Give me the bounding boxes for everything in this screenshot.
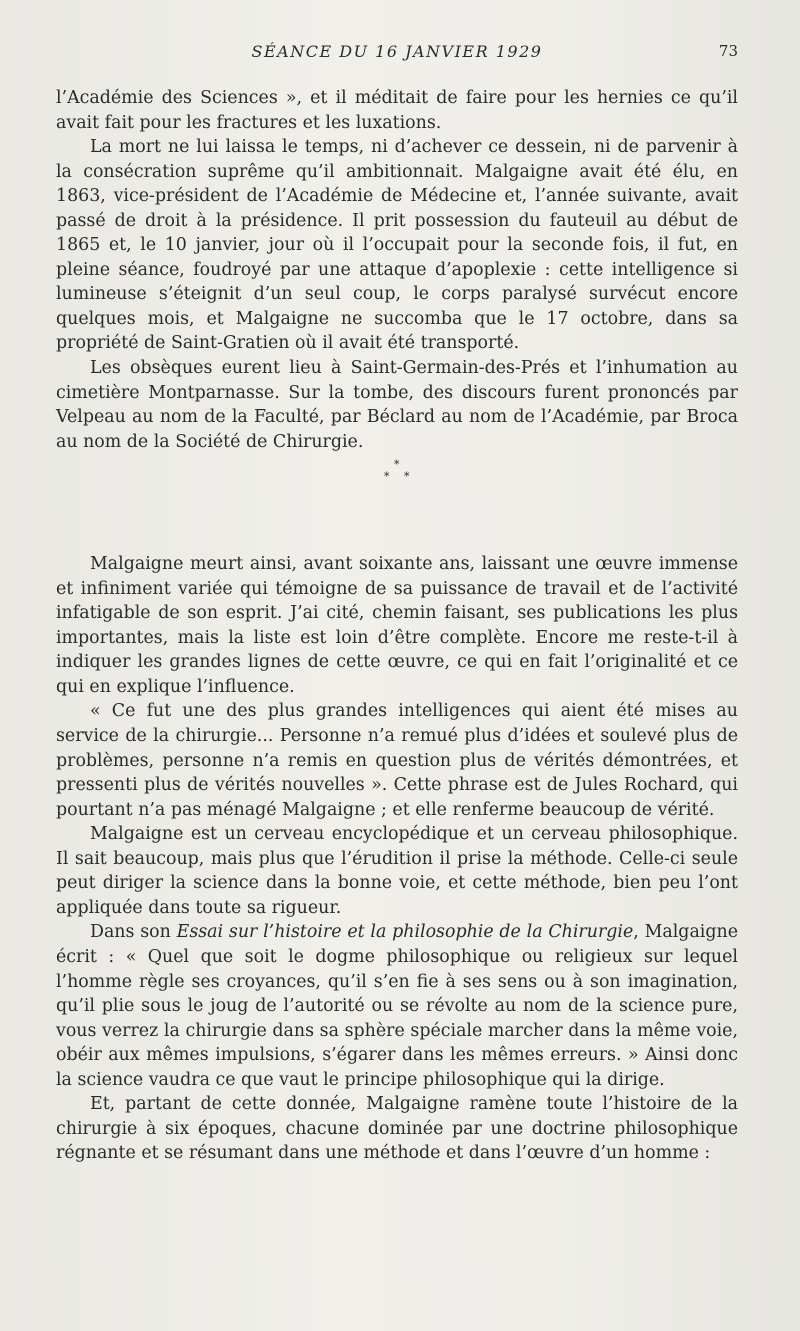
asterism-star: *	[404, 470, 410, 484]
page-header	[56, 42, 738, 66]
paragraph-funeral: Les obsèques eurent lieu à Saint-Germain-des-Prés et l’inhumation au cimetière Montparnasse. Sur la tombe, des discours furent prononcés par Velpeau au nom de la Faculté, par Béclard au nom de l’Académie, par Broca au nom de la Société de Chirurgie.	[56, 358, 738, 452]
asterism-star: *	[394, 458, 400, 472]
page-number: 73	[718, 42, 738, 60]
paragraph-method: Malgaigne est un cerveau encyclopédique et un cerveau philosophique. Il sait beaucoup, mais plus que l’érudition il prise la méthode. Celle-ci seule peut diriger la science dans la bonne voie, et cette méthode, bien peu l’ont appliquée dans toute sa rigueur.	[56, 824, 738, 918]
paragraph-death: La mort ne lui laissa le temps, ni d’achever ce dessein, ni de parvenir à la consécration suprême qu’il ambitionnait. Malgaigne avait été élu, en 1863, vice-président de l’Académie de Médecine et, l’année suivante, avait passé de droit à la présidence. Il prit possession du fauteuil au début de 1865 et, le 10 janvier, jour où il l’occupait pour la seconde fois, il fut, en pleine séance, foudroyé par une attaque d’apoplexie : cette intelligence si lumineuse s’éteignit d’un seul coup, le corps paralysé survécut encore quelques mois, et Malgaigne ne succomba que le 17 octobre, dans sa propriété de Saint-Gratien où il avait été transporté.	[56, 137, 738, 354]
paragraph-six-epochs: Et, partant de cette donnée, Malgaigne ramène toute l’histoire de la chirurgie à six époques, chacune dominée par une doctrine philosophique régnante et se résumant dans une méthode et dans l’œuvre d’un homme :	[56, 1094, 738, 1164]
essai-intro: Dans son	[90, 922, 177, 943]
essai-title: Essai sur l’histoire et la philosophie de la Chirurgie	[176, 922, 634, 943]
running-title: SÉANCE DU 16 JANVIER 1929	[251, 42, 543, 61]
asterism-star: *	[384, 470, 390, 484]
paragraph-rochard-quote: « Ce fut une des plus grandes intelligences qui aient été mises au service de la chirurgie... Personne n’a remué plus d’idées et soulevé plus de problèmes, personne n’a remis en question plus de vérités démontrées, et pressenti plus de vérités nouvelles ». Cette phrase est de Jules Rochard, qui pourtant n’a pas ménagé Malgaigne ; et elle renferme beaucoup de vérité.	[56, 701, 738, 820]
essai-quote: , Malgaigne écrit : « Quel que soit le dogme philosophique ou religieux sur lequel l’homme règle ses croyances, qu’il s’en fie à ses sens ou à son imagination, qu’il plie sous le joug de l’autorité ou se révolte au nom de la science pure, vous verrez la chirurgie dans sa sphère spéciale marcher dans la même voie, obéir aux mêmes impulsions, s’égarer dans les mêmes erreurs. » Ainsi donc la science vaudra ce que vaut le principe philosophique qui la dirige.	[56, 922, 738, 1090]
paragraph-essai	[56, 920, 738, 1092]
paragraph-continuation: l’Académie des Sciences », et il méditait de faire pour les hernies ce qu’il avait fait pour les fractures et les luxations.	[56, 88, 738, 133]
paragraph-legacy: Malgaigne meurt ainsi, avant soixante ans, laissant une œuvre immense et infiniment variée qui témoigne de sa puissance de travail et de l’activité infatigable de son esprit. J’ai cité, chemin faisant, ses publications les plus importantes, mais la liste est loin d’être complète. Encore me reste-t-il à indiquer les grandes lignes de cette œuvre, ce qui en fait l’originalité et ce qui en explique l’influence.	[56, 554, 738, 697]
body-text	[56, 86, 738, 1166]
section-asterism	[56, 454, 738, 552]
